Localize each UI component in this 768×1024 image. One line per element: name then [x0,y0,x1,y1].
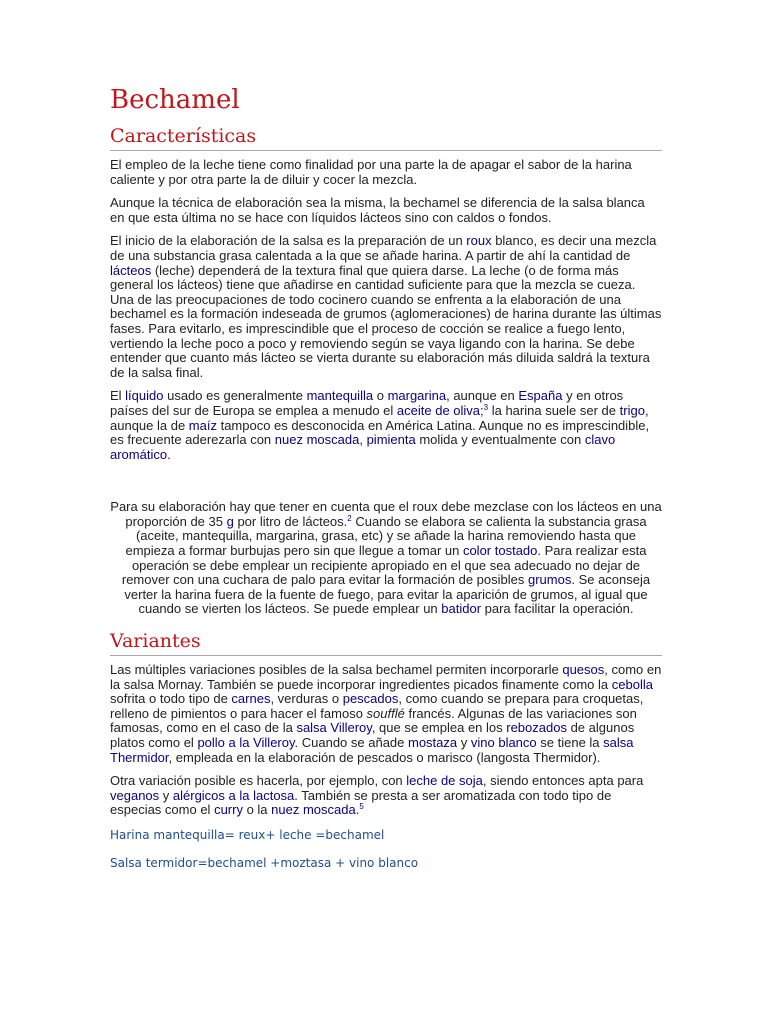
link-mantequilla[interactable]: mantequilla [306,388,374,404]
text: Cuando se elabora se calienta la substancia grasa (aceite, mantequilla, margarina, grasa, etc) y se añade la harina removiendo hasta que empieza a formar burbujas pero sin que llegue a tomar un [125,513,647,559]
text: . [355,802,360,818]
footnote-ref-3[interactable]: 3 [483,402,489,412]
section-heading-variantes: Variantes [110,629,662,656]
text: usado es generalmente [163,388,307,404]
link-rebozados[interactable]: rebozados [506,720,567,736]
text: , [359,432,367,448]
link-g[interactable]: g [226,513,234,529]
section-heading-caracteristicas: Características [110,124,662,151]
text: por litro de lácteos. [233,513,348,529]
link-color-tostado[interactable]: color tostado [462,543,538,559]
link-aceite-de-oliva[interactable]: aceite de oliva [396,402,481,418]
link-leche-de-soja[interactable]: leche de soja [406,773,483,789]
text: , que se emplea en los [371,720,507,736]
link-trigo[interactable]: trigo [619,402,645,418]
link-mostaza[interactable]: mostaza [408,735,458,750]
text: Las múltiples variaciones posibles de la salsa bechamel permiten incorporarle [110,662,563,678]
link-pescados[interactable]: pescados [342,691,399,707]
article-body [110,84,662,871]
link-margarina[interactable]: margarina [387,388,447,404]
link-veganos[interactable]: veganos [110,787,160,803]
footnote-ref-5[interactable]: 5 [359,802,364,812]
handwritten-note-1: Harina mantequilla= reux+ leche =bechamel [110,827,385,842]
text: El [110,388,126,404]
link-lacteos[interactable]: lácteos [110,262,152,278]
link-pimienta[interactable]: pimienta [366,432,416,448]
text: Para su elaboración hay que tener en cuenta que el roux debe mezclase con los lácteos en una proporción de 35 [110,499,662,529]
link-curry[interactable]: curry [214,802,243,818]
link-nuez-moscada[interactable]: nuez moscada [274,432,360,448]
text: o la [242,802,272,818]
text: de algunos platos como el [110,720,635,750]
text: ; [480,402,484,418]
text: El inicio de la elaboración de la salsa es la preparación de un [110,233,467,249]
paragraph [110,389,662,462]
link-nuez-moscada-2[interactable]: nuez moscada [271,802,356,818]
text: . También se presta a ser aromatizada con todo tipo de especias como el [110,787,612,818]
text: . [167,446,171,462]
paragraph [110,234,662,380]
link-maiz[interactable]: maíz [188,417,217,433]
text: , siendo entonces apta para [482,773,644,789]
text: y [159,787,173,803]
text: se tiene la [536,735,604,750]
link-roux[interactable]: roux [466,233,492,249]
paragraph [110,774,662,818]
text: , empleada en la elaboración de pescados o marisco (langosta Thermidor). [168,749,601,765]
text: molida y eventualmente con [415,432,585,448]
link-alergicos-a-la-lactosa[interactable]: alérgicos a la lactosa [172,787,295,803]
link-carnes[interactable]: carnes [231,691,271,707]
paragraph: El empleo de la leche tiene como finalidad por una parte la de apagar el sabor de la harina caliente y por otra parte la de diluir y cocer la mezcla. [110,157,632,187]
link-liquido[interactable]: líquido [125,388,164,404]
handwritten-note-2: Salsa termidor=bechamel +moztasa + vino blanco [110,855,419,870]
text: y en otros países del sur de Europa se emplea a menudo el [110,388,624,418]
text: para facilitar la operación. [481,601,634,617]
text: blanco, es decir una mezcla de una substancia grasa calentada a la que se añade harina. A partir de ahí la cantidad de [110,233,657,263]
text: , aunque la de [110,402,649,433]
text: la harina suele ser de [488,402,620,418]
link-quesos[interactable]: quesos [562,662,605,678]
link-pollo-a-la-villeroy[interactable]: pollo a la Villeroy [197,735,295,750]
text: , como en la salsa Mornay. También se puede incorporar ingredientes picados finamente como la [110,662,662,692]
footnote-ref-2[interactable]: 2 [347,513,352,523]
paragraph [110,663,662,765]
paragraph: Aunque la técnica de elaboración sea la misma, la bechamel se diferencia de la salsa blanca en que esta última no se hace con líquidos lácteos sino con caldos o fondos. [110,195,645,225]
link-salsa-villeroy[interactable]: salsa Villeroy [296,720,372,736]
text: Otra variación posible es hacerla, por ejemplo, con [110,773,407,789]
text: y [457,735,471,750]
text: tampoco es desconocida en América Latina. Aunque no es imprescindible, es frecuente aderezarla con [110,417,650,448]
text: . Se aconseja verter la harina fuera de la fuente de fuego, para evitar la aparición de grumos, al igual que cuando se vierten los lácteos. Se puede emplear un [124,572,651,617]
text: , aunque en [446,388,519,404]
text: . Cuando se añade [294,735,408,750]
text: . Para realizar esta operación se debe emplear un recipiente apropiado en el que sea adecuado no dejar de remover con una cuchara de palo para evitar la formación de posibles [121,543,647,588]
link-espana[interactable]: España [518,388,563,404]
emphasis-souffle: soufflé [366,705,405,721]
text: , como cuando se prepara para croquetas, relleno de pimientos o para hacer el famoso [110,691,644,721]
blank-space [110,843,662,855]
text: (leche) dependerá de la textura final que quiera darse. La leche (o de forma más general los lácteos) tiene que añadirse en cantidad suficiente para que la mezcla se cueza. Una de las preocupaciones de todo cocinero cuando se enfrenta a la elaboración de una bechamel es la formación indeseada de grumos (aglomeraciones) de harina durante las últimas fases. Para evitarlo, es imprescindible que el proceso de cocción se realice a fuego lento, vertiendo la leche poco a poco y removiendo según se vaya ligando con la harina. Se debe entender que cuanto más lácteo se vierta durante su elaboración más diluida saldrá la textura de la salsa final. [110,262,662,380]
text: o [373,388,388,404]
link-cebolla[interactable]: cebolla [611,676,653,692]
link-salsa-thermidor[interactable]: salsa Thermidor [110,735,634,765]
page-title: Bechamel [110,85,240,115]
link-batidor[interactable]: batidor [441,601,482,617]
link-vino-blanco[interactable]: vino blanco [470,735,537,750]
text: francés. Algunas de las variaciones son famosas, como en el caso de la [110,705,637,736]
blank-space [110,471,662,493]
text: , verduras o [270,691,343,707]
link-grumos[interactable]: grumos [527,572,572,588]
paragraph-centered [110,500,662,617]
text: sofrita o todo tipo de [110,691,232,707]
link-clavo-aromatico[interactable]: clavo aromático [110,432,616,462]
